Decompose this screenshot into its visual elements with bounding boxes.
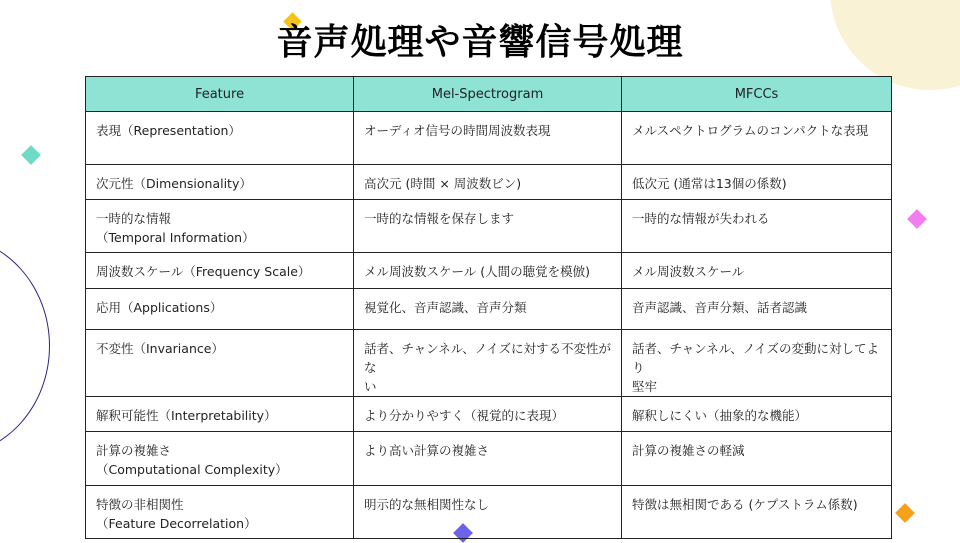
teal-diamond-icon (21, 145, 41, 165)
mfcc-cell (622, 200, 892, 253)
table-row (86, 397, 892, 432)
mfcc-cell (622, 112, 892, 165)
cell-text: 一時的な情報を保存します (364, 211, 515, 226)
cell-text: 次元性（Dimensionality） (96, 176, 252, 191)
cell-text: 音声認識、音声分類、話者認識 (632, 300, 808, 315)
feature-cell (86, 200, 354, 253)
cell-text: メルスペクトログラムのコンパクトな表現 (632, 123, 869, 138)
cell-text: 堅牢 (632, 379, 658, 394)
feature-cell (86, 253, 354, 289)
mfcc-cell (622, 330, 892, 397)
table-row (86, 112, 892, 165)
cell-text: 表現（Representation） (96, 123, 241, 138)
mfcc-cell (622, 253, 892, 289)
mel-spectrogram-cell (354, 432, 622, 486)
cell-text: 低次元 (通常は13個の係数) (632, 176, 787, 191)
cell-text: 周波数スケール（Frequency Scale） (96, 264, 311, 279)
table-row (86, 330, 892, 397)
mel-spectrogram-cell (354, 165, 622, 200)
cell-text: 特徴の非相関性 (96, 497, 184, 512)
comparison-table (85, 76, 892, 539)
mfcc-cell (622, 397, 892, 432)
cell-text: 一時的な情報が失われる (632, 211, 770, 226)
feature-cell (86, 486, 354, 539)
header-feature: Feature (86, 77, 354, 112)
feature-cell (86, 397, 354, 432)
pink-diamond-icon (907, 209, 927, 229)
header-mfccs: MFCCs (622, 77, 892, 112)
cell-text: 計算の複雑さ (96, 443, 172, 458)
cell-text: 視覚化、音声認識、音声分類 (364, 300, 527, 315)
mel-spectrogram-cell (354, 486, 622, 539)
cell-text: メル周波数スケール (632, 264, 745, 279)
cell-text: より高い計算の複雑さ (364, 443, 490, 458)
cell-text: い (364, 379, 377, 394)
mel-spectrogram-cell (354, 397, 622, 432)
header-mel-spectrogram: Mel-Spectrogram (354, 77, 622, 112)
table-row (86, 486, 892, 539)
table-row (86, 432, 892, 486)
feature-cell (86, 330, 354, 397)
mel-spectrogram-cell (354, 330, 622, 397)
mel-spectrogram-cell (354, 200, 622, 253)
feature-cell (86, 432, 354, 486)
cell-text: より分かりやすく（視覚的に表現） (364, 408, 565, 423)
slide-title: 音声処理や音響信号処理 (276, 22, 684, 63)
cell-text: 不変性（Invariance） (96, 341, 224, 356)
feature-cell (86, 112, 354, 165)
mel-spectrogram-cell (354, 112, 622, 165)
cell-text: （Temporal Information） (96, 230, 255, 245)
table-row (86, 253, 892, 289)
table-row (86, 289, 892, 330)
cell-text: 応用（Applications） (96, 300, 223, 315)
mfcc-cell (622, 486, 892, 539)
cell-text: （Computational Complexity） (96, 462, 288, 477)
decorative-ring (0, 236, 50, 456)
orange-diamond-icon (895, 503, 915, 523)
feature-cell (86, 289, 354, 330)
table-row (86, 200, 892, 253)
mel-spectrogram-cell (354, 253, 622, 289)
cell-text: オーディオ信号の時間周波数表現 (364, 123, 551, 138)
table-row (86, 165, 892, 200)
cell-text: 一時的な情報 (96, 211, 172, 226)
cell-text: 高次元 (時間 × 周波数ビン) (364, 176, 522, 191)
mfcc-cell (622, 165, 892, 200)
cell-text: 明示的な無相関性なし (364, 497, 490, 512)
cell-text: 話者、チャンネル、ノイズに対する不変性がな (364, 341, 612, 375)
cell-text: （Feature Decorrelation） (96, 516, 257, 531)
cell-text: 解釈しにくい（抽象的な機能） (632, 408, 808, 423)
table-header-row (86, 77, 892, 112)
cell-text: 計算の複雑さの軽減 (632, 443, 745, 458)
mel-spectrogram-cell (354, 289, 622, 330)
cell-text: 特徴は無相関である (ケプストラム係数) (632, 497, 858, 512)
cell-text: メル周波数スケール (人間の聴覚を模倣) (364, 264, 590, 279)
feature-cell (86, 165, 354, 200)
mfcc-cell (622, 289, 892, 330)
mfcc-cell (622, 432, 892, 486)
cell-text: 話者、チャンネル、ノイズの変動に対してより (632, 341, 880, 375)
cell-text: 解釈可能性（Interpretability） (96, 408, 277, 423)
